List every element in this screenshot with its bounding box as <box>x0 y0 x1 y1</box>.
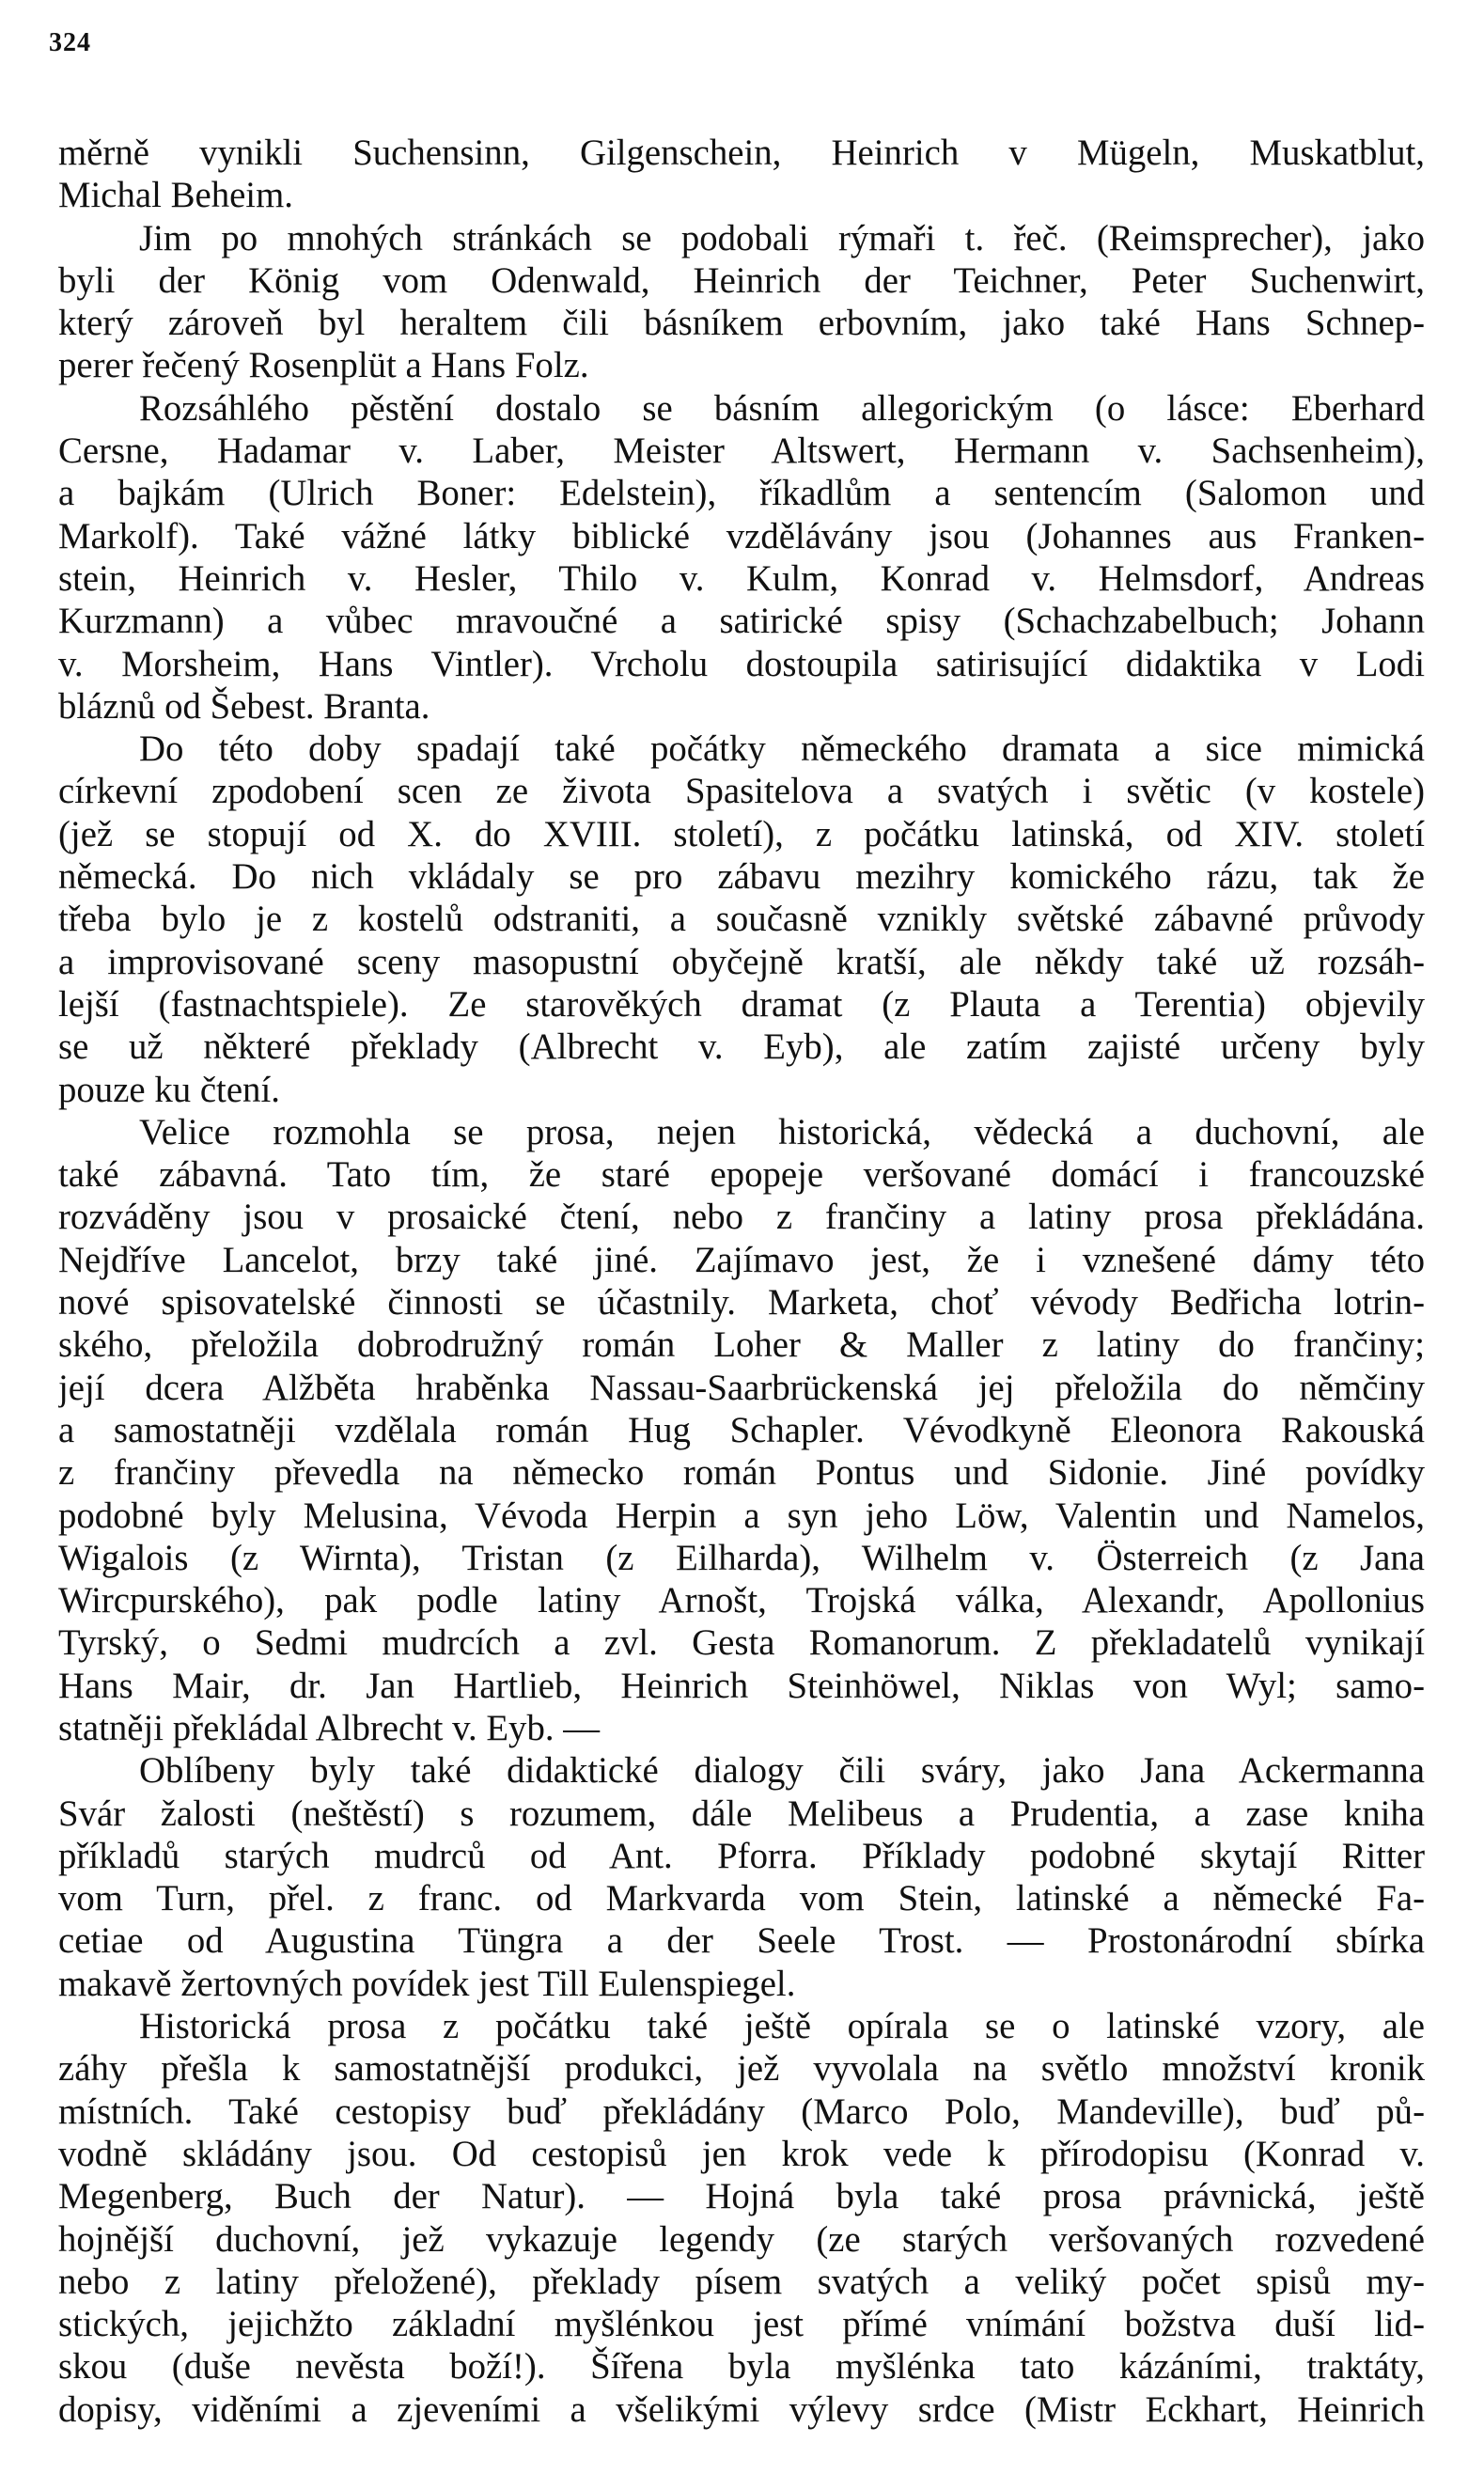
text-line: Nejdříve Lancelot, brzy také jiné. Zajímavo jest, že i vznešené dámy této <box>58 1239 1425 1280</box>
text-line: stických, jejichžto základní myšlénkou jest přímé vnímání božstva duší lid- <box>58 2304 1425 2345</box>
text-line: se už některé překlady (Albrecht v. Eyb), ale zatím zajisté určeny byly <box>58 1026 1425 1068</box>
body-text <box>58 132 1425 2431</box>
text-line: a samostatněji vzdělala román Hug Schapler. Vévodkyně Eleonora Rakouská <box>58 1409 1425 1450</box>
text-line: církevní zpodobení scen ze života Spasitelova a svatých i světic (v kostele) <box>58 771 1425 812</box>
text-line: rozváděny jsou v prosaické čtení, nebo z frančiny a latiny prosa překládána. <box>58 1197 1425 1238</box>
page-number: 324 <box>49 28 91 57</box>
text-line: skou (duše nevěsta boží!). Šířena byla myšlénka tato kázáními, traktáty, <box>58 2346 1425 2388</box>
text-line: Tyrský, o Sedmi mudrcích a zvl. Gesta Romanorum. Z překladatelů vynikají <box>58 1622 1425 1664</box>
text-line: měrně vynikli Suchensinn, Gilgenschein, Heinrich v Mügeln, Muskatblut, <box>58 133 1425 173</box>
text-line: a improvisované sceny masopustní obyčejně kratší, ale někdy také už rozsáh- <box>58 941 1425 982</box>
text-line: Michal Beheim. <box>58 175 293 216</box>
text-line: vodně skládány jsou. Od cestopisů jen krok vede k přírodopisu (Konrad v. <box>58 2133 1425 2174</box>
text-line: v. Morsheim, Hans Vintler). Vrcholu dostoupila satirisující didaktika v Lodi <box>58 643 1425 684</box>
text-line: německá. Do nich vkládaly se pro zábavu mezihry komického rázu, tak že <box>58 856 1425 898</box>
text-line: pouze ku čtení. <box>58 1069 280 1110</box>
text-line: Oblíbeny byly také didaktické dialogy čili sváry, jako Jana Ackermanna <box>139 1750 1425 1792</box>
text-line: dopisy, viděními a zjeveními a všelikými výlevy srdce (Mistr Eckhart, Heinrich <box>58 2388 1425 2430</box>
text-line: cetiae od Augustina Tüngra a der Seele Trost. — Prostonárodní sbírka <box>58 1920 1425 1962</box>
text-line: místních. Také cestopisy buď překládány (Marco Polo, Mandeville), buď pů- <box>58 2090 1425 2132</box>
text-line: lejší (fastnachtspiele). Ze starověkých dramat (z Plauta a Terentia) objevily <box>58 983 1425 1025</box>
text-line: hojnější duchovní, jež vykazuje legendy (ze starých veršovaných rozvedené <box>58 2218 1425 2260</box>
text-line: třeba bylo je z kostelů odstraniti, a současně vznikly světské zábavné průvody <box>58 899 1425 940</box>
text-line: záhy přešla k samostatnější produkci, jež vyvolala na světlo množství kronik <box>58 2048 1425 2090</box>
text-line: vom Turn, přel. z franc. od Markvarda vom Stein, latinské a německé Fa- <box>58 1878 1425 1919</box>
text-line: Historická prosa z počátku také ještě opírala se o latinské vzory, ale <box>139 2006 1425 2047</box>
text-line: Velice rozmohla se prosa, nejen historická, vědecká a duchovní, ale <box>139 1111 1425 1152</box>
text-line: nové spisovatelské činnosti se účastnily. Marketa, choť vévody Bedřicha lotrin- <box>58 1282 1425 1323</box>
text-line: bláznů od Šebest. Branta. <box>58 685 430 727</box>
text-line: její dcera Alžběta hraběnka Nassau-Saarbrückenská jej přeložila do němčiny <box>58 1367 1425 1408</box>
text-line: příkladů starých mudrců od Ant. Pforra. Příklady podobné skytají Ritter <box>58 1835 1425 1876</box>
text-line: který zároveň byl heraltem čili básníkem erbovním, jako také Hans Schnep- <box>58 303 1425 344</box>
text-line: Wigalois (z Wirnta), Tristan (z Eilharda), Wilhelm v. Österreich (z Jana <box>58 1537 1425 1578</box>
text-line: Megenberg, Buch der Natur). — Hojná byla také prosa právnická, ještě <box>58 2176 1425 2217</box>
text-line: (jež se stopují od X. do XVIII. století), z počátku latinská, od XIV. století <box>58 813 1425 854</box>
text-line: podobné byly Melusina, Vévoda Herpin a syn jeho Löw, Valentin und Namelos, <box>58 1495 1425 1536</box>
text-line: Svár žalosti (neštěstí) s rozumem, dále Melibeus a Prudentia, a zase kniha <box>58 1793 1425 1834</box>
text-line: ského, přeložila dobrodružný román Loher & Maller z latiny do frančiny; <box>58 1324 1425 1366</box>
text-line: Wircpurského), pak podle latiny Arnošt, Trojská válka, Alexandr, Apollonius <box>58 1580 1425 1621</box>
text-line: nebo z latiny přeložené), překlady písem svatých a veliký počet spisů my- <box>58 2261 1425 2302</box>
text-line: také zábavná. Tato tím, že staré epopeje veršované domácí i francouzské <box>58 1154 1425 1196</box>
text-line: a bajkám (Ulrich Boner: Edelstein), říkadlům a sentencím (Salomon und <box>58 473 1425 514</box>
text-line: Do této doby spadají také počátky německého dramata a sice mimická <box>139 728 1425 770</box>
text-line: stein, Heinrich v. Hesler, Thilo v. Kulm, Konrad v. Helmsdorf, Andreas <box>58 557 1425 599</box>
text-line: perer řečený Rosenplüt a Hans Folz. <box>58 345 589 386</box>
text-line: Kurzmann) a vůbec mravoučné a satirické spisy (Schachzabelbuch; Johann <box>58 601 1425 642</box>
text-line: Rozsáhlého pěstění dostalo se básním allegorickým (o lásce: Eberhard <box>139 387 1425 429</box>
text-line: Hans Mair, dr. Jan Hartlieb, Heinrich Steinhöwel, Niklas von Wyl; samo- <box>58 1665 1425 1706</box>
text-line: Cersne, Hadamar v. Laber, Meister Altswert, Hermann v. Sachsenheim), <box>58 431 1425 472</box>
text-line: z frančiny převedla na německo román Pontus und Sidonie. Jiné povídky <box>58 1452 1425 1494</box>
text-line: makavě žertovných povídek jest Till Eulenspiegel. <box>58 1963 796 2004</box>
text-line: Jim po mnohých stránkách se podobali rýmaři t. řeč. (Reimsprecher), jako <box>139 217 1425 258</box>
text-line: Markolf). Také vážné látky biblické vzdělávány jsou (Johannes aus Franken- <box>58 515 1425 556</box>
text-line: statněji překládal Albrecht v. Eyb. — <box>58 1707 601 1748</box>
text-line: byli der König vom Odenwald, Heinrich der Teichner, Peter Suchenwirt, <box>58 259 1425 301</box>
